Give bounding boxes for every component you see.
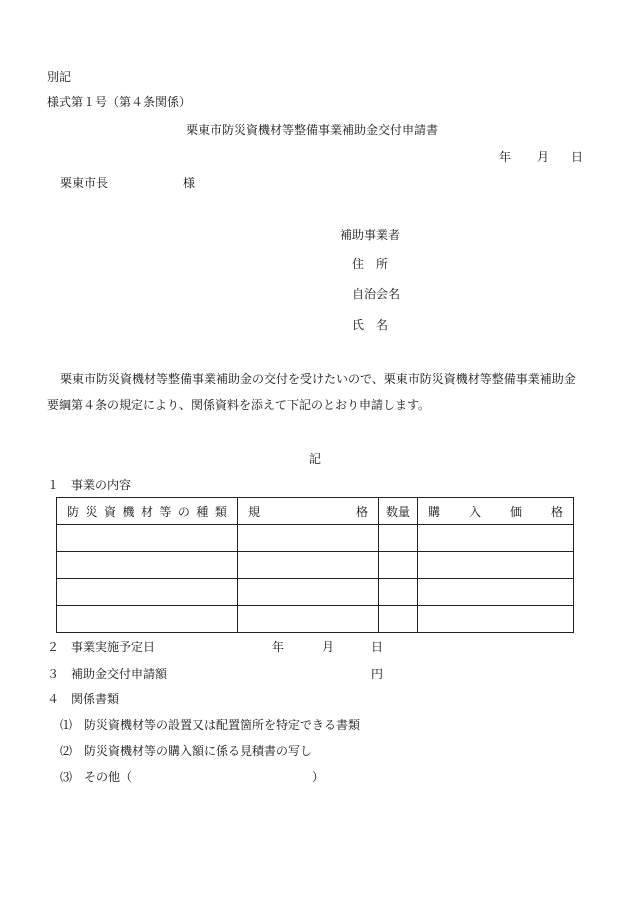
date-month-label: 月 [537,150,550,164]
table-header-row [57,498,574,525]
section-3-unit: 円 [371,667,384,681]
list-item-1-number: ⑴ [60,718,73,732]
section-4-label: ４ 関係書類 [47,692,120,706]
document-title: 栗東市防災資機材等整備事業補助金交付申請書 [186,123,439,137]
applicant-association-label: 自治会名 [352,287,401,301]
table-cell[interactable] [238,606,379,633]
date-year-label: 年 [499,150,512,164]
body-text-line-2: 要綱第４条の規定により、関係資料を添えて下記のとおり申請します。 [47,398,431,412]
table-cell[interactable] [57,579,238,606]
table-cell[interactable] [238,552,379,579]
table-cell[interactable] [379,552,418,579]
section-1-label: １ 事業の内容 [47,478,132,492]
applicant-name-label: 氏 名 [352,318,389,332]
section-2-month: 月 [322,640,335,654]
section-2-day: 日 [371,640,384,654]
table-cell[interactable] [57,552,238,579]
items-table [56,497,574,633]
header-type [57,498,238,525]
table-row [57,552,574,579]
list-item-3-close-paren: ） [312,770,325,784]
date-day-label: 日 [571,150,584,164]
table-cell[interactable] [238,579,379,606]
table-cell[interactable] [238,525,379,552]
addressee-honorific: 様 [183,176,196,190]
list-item-2-number: ⑵ [60,744,73,758]
header-type-text: 防 災 資 機 材 等 の 種 類 [67,504,227,519]
header-quantity-text: 数量 [385,504,410,519]
table-cell[interactable] [418,525,574,552]
table-cell[interactable] [379,579,418,606]
header-quantity [379,498,418,525]
table-cell[interactable] [57,525,238,552]
ki-heading: 記 [309,452,322,466]
appendix-label: 別記 [47,70,72,84]
header-price-text: 購 入 価 格 [428,504,563,519]
header-price [418,498,574,525]
list-item-1-text: 防災資機材等の設置又は配置箇所を特定できる書類 [84,718,361,732]
addressee-name: 栗東市長 [60,176,109,190]
body-text-line-1: 栗東市防災資機材等整備事業補助金の交付を受けたいので、栗東市防災資機材等整備事業補助金 [60,372,576,386]
table-cell[interactable] [418,552,574,579]
section-2-label: ２ 事業実施予定日 [47,640,156,654]
list-item-2-text: 防災資機材等の購入額に係る見積書の写し [84,744,313,758]
table-cell[interactable] [57,606,238,633]
header-spec-text: 規 格 [248,504,368,519]
header-spec [238,498,379,525]
table-cell[interactable] [379,606,418,633]
table-cell[interactable] [379,525,418,552]
list-item-3-number: ⑶ [60,770,73,784]
table-cell[interactable] [418,606,574,633]
table-cell[interactable] [418,579,574,606]
list-item-3-text: その他（ [84,770,133,784]
table-row [57,579,574,606]
section-2-year: 年 [272,640,285,654]
form-number: 様式第１号（第４条関係） [47,95,192,109]
table-row [57,606,574,633]
section-3-label: ３ 補助金交付申請額 [47,667,168,681]
table-row [57,525,574,552]
applicant-address-label: 住 所 [352,257,389,271]
applicant-label: 補助事業者 [340,228,401,242]
